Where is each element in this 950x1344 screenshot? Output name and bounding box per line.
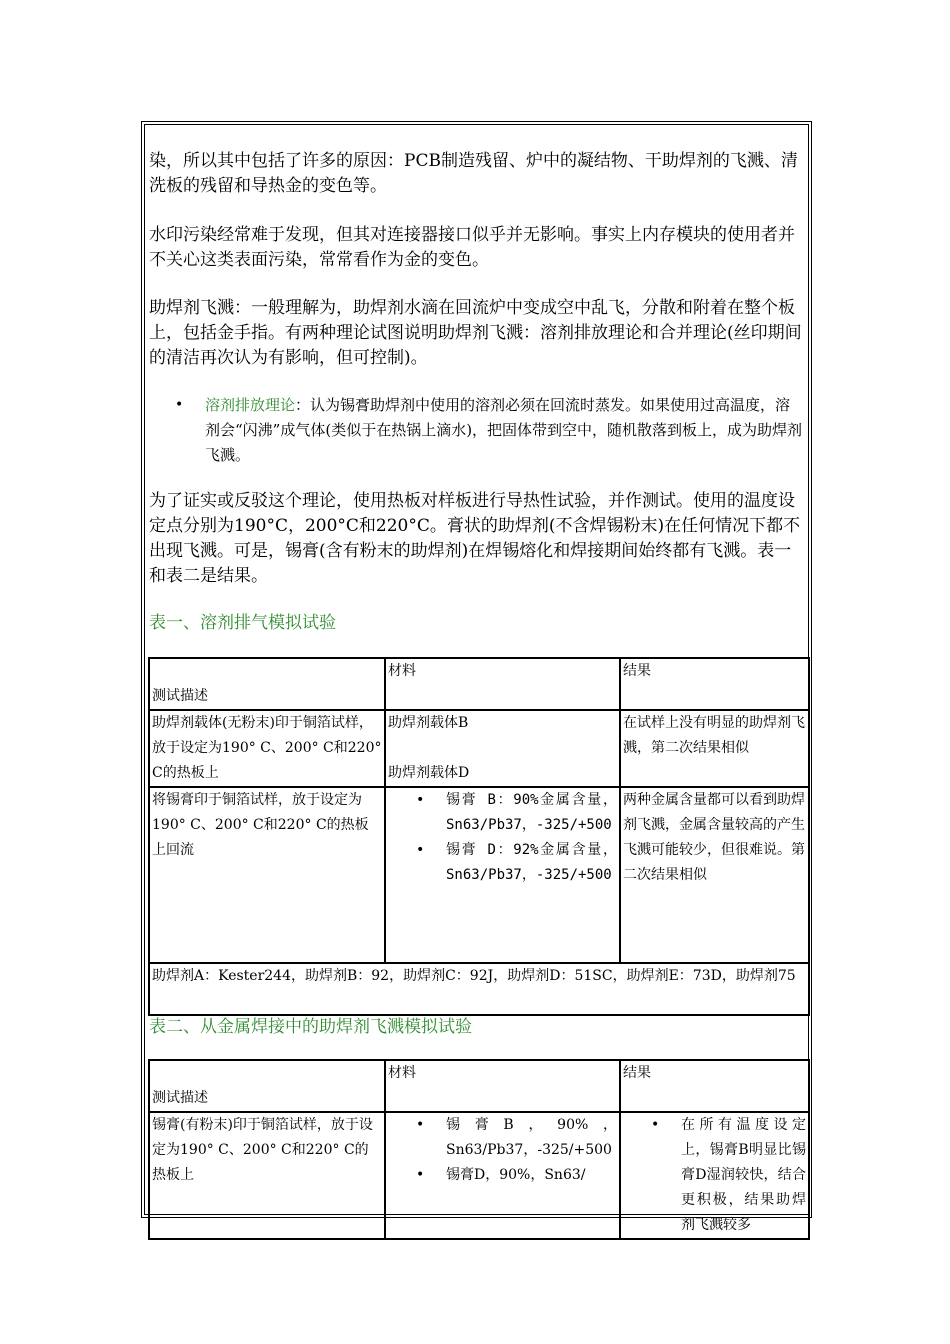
material-item: 助焊剂载体D	[388, 765, 470, 781]
list-item: • 锡膏 D：92%金属含量，Sn63/Pb37，-325/+500	[388, 838, 617, 888]
table1-row1-desc: 助焊剂载体(无粉末)印于铜箔试样，放于设定为190° C、200° C和220° C的热板上	[149, 710, 385, 787]
list-item: • 锡膏 B：90%金属含量，Sn63/Pb37，-325/+500	[388, 788, 617, 838]
table1-header-result: 结果	[620, 658, 809, 710]
table1-header-desc: 测试描述	[149, 658, 385, 710]
bullet-dot-icon: •	[416, 842, 425, 858]
table2	[148, 1059, 810, 1240]
list-item: • 锡膏D，90%，Sn63/	[388, 1163, 617, 1188]
bullet-text: ：认为锡膏助焊剂中使用的溶剂必须在回流时蒸发。如果使用过高温度，溶剂会“闪沸”成气体(类似于在热锅上滴水)，把固体带到空中，随机散落到板上，成为助焊剂飞溅。	[205, 396, 803, 464]
paragraph-2: 水印污染经常难于发现，但其对连接器接口似乎并无影响。事实上内存模块的使用者并不关心这类表面污染，常常看作为金的变色。	[149, 225, 795, 270]
table1	[148, 657, 810, 1016]
bullet-dot-icon: •	[651, 1117, 660, 1133]
table1-row1-result: 在试样上没有明显的助焊剂飞溅，第二次结果相似	[620, 710, 809, 787]
paragraph-1: 染，所以其中包括了许多的原因：PCB制造残留、炉中的凝结物、干助焊剂的飞溅、清洗板的残留和导热金的变色等。	[149, 151, 798, 196]
table2-header-result: 结果	[620, 1060, 809, 1112]
bullet-term: 溶剂排放理论	[205, 396, 296, 414]
list-item: • 在所有温度设定上，锡膏B明显比锡膏D湿润较快，结合更积极，结果助焊剂飞溅较多	[623, 1113, 806, 1238]
table1-header-material: 材料	[385, 658, 620, 710]
table2-row1-desc: 锡膏(有粉末)印于铜箔试样，放于设定为190° C、200° C和220° C的热板上	[149, 1112, 385, 1239]
table1-note: 助焊剂A：Kester244，助焊剂B：92，助焊剂C：92J，助焊剂D：51SC，助焊剂E：73D，助焊剂75	[149, 963, 809, 1015]
material-item: 助焊剂载体B	[388, 715, 469, 731]
bullet-item	[175, 393, 805, 468]
table2-title: 表二、从金属焊接中的助焊剂飞溅模拟试验	[149, 1017, 472, 1037]
paragraph-3: 助焊剂飞溅：一般理解为，助焊剂水滴在回流炉中变成空中乱飞，分散和附着在整个板上，包括金手指。有两种理论试图说明助焊剂飞溅：溶剂排放理论和合并理论(丝印期间的清洁再次认为有影响，但可控制)。	[149, 298, 802, 368]
table2-row1-result	[620, 1112, 809, 1239]
table1-row2-material	[385, 787, 620, 963]
document-frame	[144, 124, 809, 1233]
bullet-dot-icon: •	[175, 397, 184, 413]
table2-header-desc: 测试描述	[149, 1060, 385, 1112]
table2-row1-material	[385, 1112, 620, 1239]
paragraph-4: 为了证实或反驳这个理论，使用热板对样板进行导热性试验，并作测试。使用的温度设定点分别为190°C，200°C和220°C。膏状的助焊剂(不含焊锡粉末)在任何情况下都不出现飞溅。可是，锡膏(含有粉末的助焊剂)在焊锡熔化和焊接期间始终都有飞溅。表一和表二是结果。	[149, 491, 801, 586]
bullet-dot-icon: •	[416, 792, 425, 808]
bullet-dot-icon: •	[416, 1117, 425, 1133]
bullet-dot-icon: •	[416, 1167, 425, 1183]
list-item: • 锡膏B，90%，Sn63/Pb37，-325/+500	[388, 1113, 617, 1163]
table1-row2-result: 两种金属含量都可以看到助焊剂飞溅，金属含量较高的产生飞溅可能较少，但很难说。第二次结果相似	[620, 787, 809, 963]
table1-title: 表一、溶剂排气模拟试验	[149, 613, 336, 633]
table2-header-material: 材料	[385, 1060, 620, 1112]
table1-row1-material	[385, 710, 620, 787]
table1-row2-desc: 将锡膏印于铜箔试样，放于设定为190° C、200° C和220° C的热板上回流	[149, 787, 385, 963]
